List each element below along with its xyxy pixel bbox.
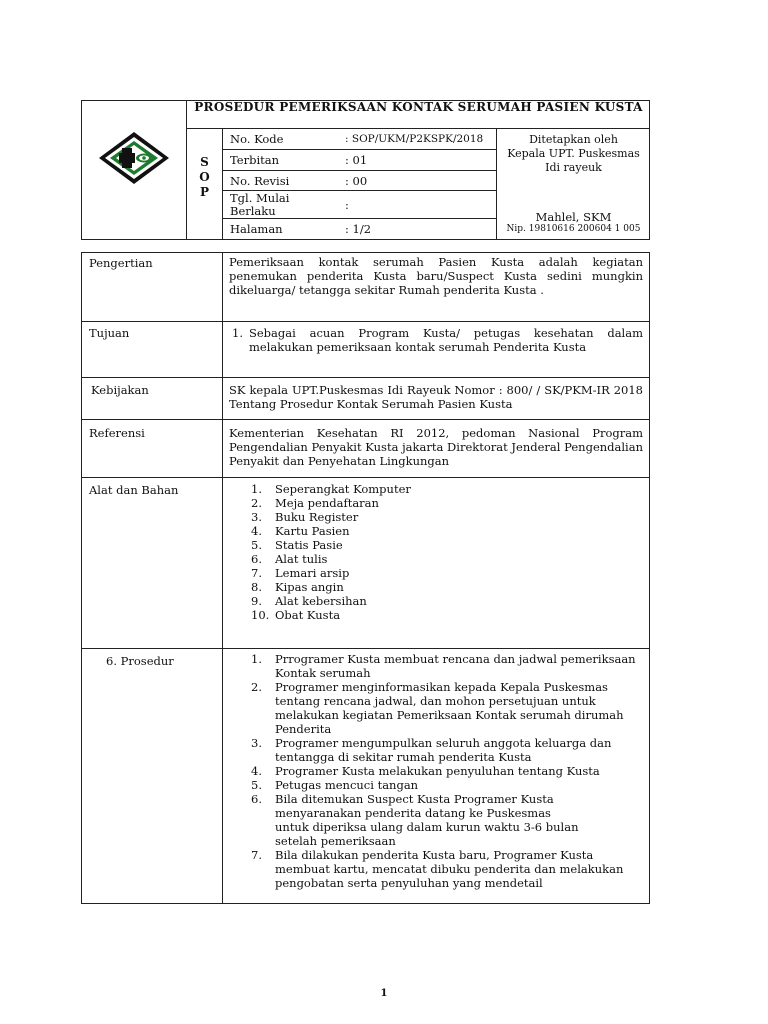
meta-key: Tgl. Mulai Berlaku [230, 191, 290, 218]
meta-key: Halaman [230, 222, 283, 236]
meta-value: : 00 [345, 174, 368, 188]
list-item: 7. Bila dilakukan penderita Kusta baru, Programer Kusta membuat kartu, mencatat dibuku penderita dan melakukan pengobatan serta penyuluhan yang mendetail [251, 848, 624, 890]
sop-vertical-label [187, 129, 223, 240]
list-item: 3. Programer mengumpulkan seluruh anggota keluarga dan tentangga di sekitar rumah penderita Kusta [251, 736, 612, 764]
label-pengertian: Pengertian [89, 256, 153, 270]
meta-key: Terbitan [230, 153, 280, 167]
meta-key: No. Revisi [230, 174, 290, 188]
meta-row-berlaku [223, 191, 497, 219]
tujuan-text: Sebagai acuan Program Kusta/ petugas kesehatan dalam melakukan pemeriksaan kontak serumah Penderita Kusta [249, 326, 643, 354]
approver-nip: Nip. 19810616 200604 1 005 [506, 224, 641, 234]
text-referensi: Kementerian Kesehatan RI 2012, pedoman Nasional Program Pengendalian Penyakit Kusta jakarta Direktorat Jenderal Pengendalian Penyakit dan Penyehatan Lingkungan [229, 426, 643, 468]
row-divider [81, 648, 650, 649]
list-item: 2. Meja pendaftaran [251, 496, 379, 510]
label-prosedur: 6. Prosedur [106, 654, 174, 668]
meta-row-revisi [223, 171, 497, 191]
text-pengertian: Pemeriksaan kontak serumah Pasien Kusta adalah kegiatan penemukan penderita Kusta baru/Suspect Kusta sedini mungkin dikeluarga/ tetangga sekitar Rumah penderita Kusta . [229, 255, 643, 297]
logo-cell [81, 100, 187, 240]
sop-letter-o: O [199, 170, 210, 184]
column-divider [222, 252, 223, 904]
alat-bahan-list [229, 482, 643, 622]
list-item: 1. Seperangkat Komputer [251, 482, 411, 496]
list-item: 7. Lemari arsip [251, 566, 350, 580]
sop-letter-s: S [200, 155, 209, 169]
meta-row-terbitan [223, 150, 497, 171]
list-number: 1. [232, 326, 243, 340]
text-kebijakan: SK kepala UPT.Puskesmas Idi Rayeuk Nomor : 800/ / SK/PKM-IR 2018 Tentang Prosedur Kontak Serumah Pasien Kusta [229, 383, 643, 411]
approval-line-2: Kepala UPT. Puskesmas [507, 147, 640, 160]
label-referensi: Referensi [89, 426, 145, 440]
puskesmas-logo [81, 100, 187, 240]
list-item: 2. Programer menginformasikan kepada Kepala Puskesmas tentang rencana jadwal, dan mohon persetujuan untuk melakukan kegiatan Pemeriksaan Kontak serumah dirumah Penderita [251, 680, 624, 736]
meta-key: No. Kode [230, 132, 284, 146]
tujuan-item [229, 326, 643, 354]
meta-value: : SOP/UKM/P2KSPK/2018 [345, 133, 484, 145]
row-divider [81, 477, 650, 478]
approval-block [497, 129, 650, 240]
approval-line-1: Ditetapkan oleh [529, 133, 618, 146]
label-kebijakan: Kebijakan [91, 383, 149, 397]
list-item: 5. Petugas mencuci tangan [251, 778, 419, 792]
list-item: 6. Bila ditemukan Suspect Kusta Programer Kusta menyaranakan penderita datang ke Puskesmas untuk diperiksa ulang dalam kurun waktu 3-6 bulan setelah pemeriksaan [251, 792, 579, 848]
list-item: 3. Buku Register [251, 510, 359, 524]
list-item: 1. Prrogramer Kusta membuat rencana dan jadwal pemeriksaan Kontak serumah [251, 652, 636, 680]
meta-value: : 01 [345, 153, 368, 167]
meta-row-halaman [223, 219, 497, 240]
list-item: 8. Kipas angin [251, 580, 344, 594]
meta-value: : 1/2 [345, 222, 372, 236]
meta-row-kode [223, 129, 497, 150]
document-title: PROSEDUR PEMERIKSAAN KONTAK SERUMAH PASIEN KUSTA [187, 100, 650, 129]
list-item: 6. Alat tulis [251, 552, 328, 566]
list-item: 9. Alat kebersihan [251, 594, 367, 608]
row-divider [81, 419, 650, 420]
prosedur-list [229, 652, 647, 890]
label-tujuan: Tujuan [89, 326, 130, 340]
meta-value: : [345, 198, 349, 212]
label-alat-bahan: Alat dan Bahan [89, 483, 179, 497]
approval-line-3: Idi rayeuk [545, 161, 602, 174]
list-item: 4. Programer Kusta melakukan penyuluhan tentang Kusta [251, 764, 600, 778]
row-divider [81, 377, 650, 378]
sop-meta-grid [223, 129, 497, 240]
sop-letter-p: P [199, 185, 210, 199]
approver-name: Mahlel, SKM [535, 210, 612, 224]
list-item: 4. Kartu Pasien [251, 524, 350, 538]
list-item: 10. Obat Kusta [251, 608, 341, 622]
row-divider [81, 321, 650, 322]
list-item: 5. Statis Pasie [251, 538, 343, 552]
page-number: 1 [380, 988, 388, 999]
